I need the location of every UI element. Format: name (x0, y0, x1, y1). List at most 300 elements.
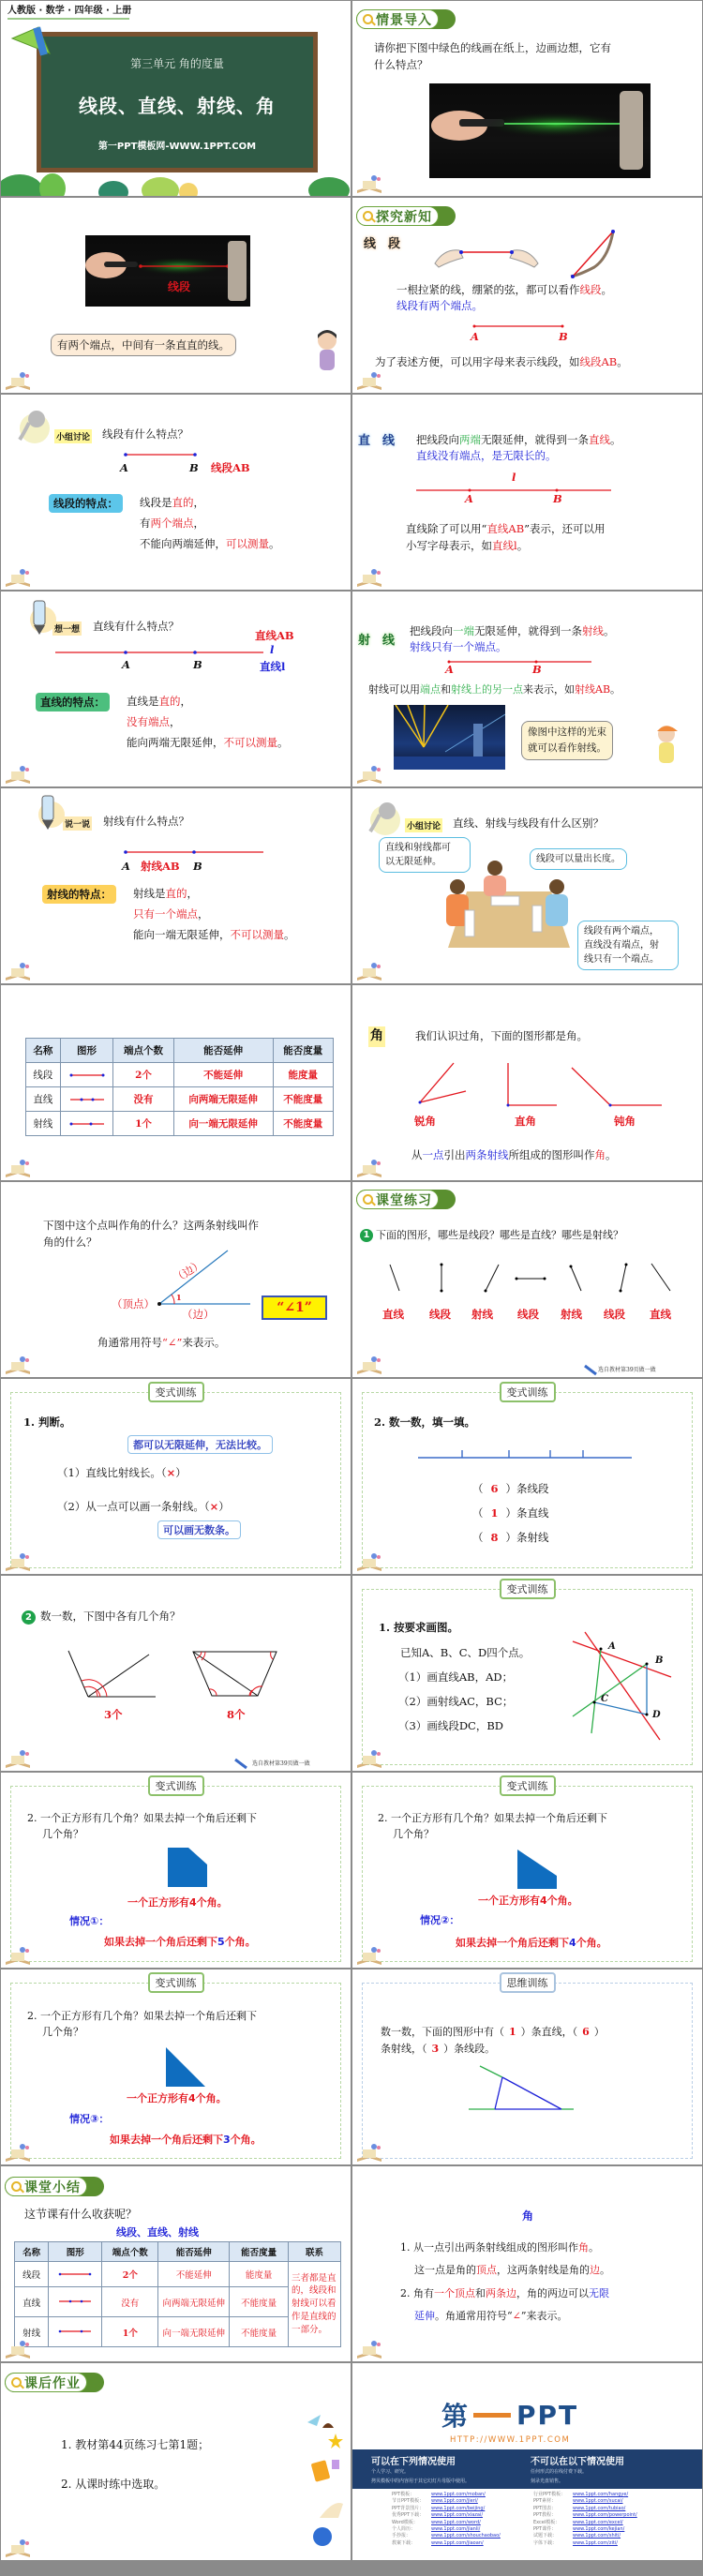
training-badge: 变式训练 (148, 1972, 204, 1993)
ray-shape-icon (60, 1112, 113, 1136)
header-name: 名称 (15, 2242, 49, 2262)
case-label: 情况①： (69, 1915, 110, 1927)
cannot-use-item: 任何形式的在线付费下载。 (531, 2469, 588, 2475)
laser-photo (85, 235, 250, 307)
header-measure: 能否度量 (230, 2242, 289, 2262)
book-decoration-icon (4, 2339, 32, 2359)
answer-4: 线段 (517, 1308, 539, 1321)
book-decoration-icon (355, 567, 383, 588)
section-tab: 课堂小结 (5, 2177, 104, 2196)
book-decoration-icon (355, 370, 383, 391)
slide-13-angle-parts[interactable] (1, 1182, 351, 1377)
point-a-label: A (120, 461, 128, 474)
cell-extend: 向一端无限延伸 (173, 1112, 273, 1136)
point-b-label: B (559, 330, 568, 343)
number-line-diagram (418, 1449, 634, 1460)
cell-name: 直线 (15, 2287, 49, 2317)
cannot-use-title: 不可以在以下情况使用 (531, 2457, 624, 2467)
header-measure: 能否度量 (273, 1039, 333, 1063)
training-badge: 变式训练 (148, 1382, 204, 1402)
question: 直线、射线与线段有什么区别？ (453, 816, 604, 830)
feature-1: 直线是直的， (127, 695, 191, 708)
book-decoration-icon (355, 2339, 383, 2359)
book-decoration-icon (4, 2538, 32, 2558)
cell-extend: 不能延伸 (173, 1063, 273, 1087)
right-angle-label: 直角 (515, 1115, 536, 1128)
cell-name: 直线 (26, 1087, 61, 1112)
cell-name: 线段 (15, 2262, 49, 2287)
slide-5-segment-features[interactable] (1, 395, 351, 590)
ray-heading: 射 线 (358, 634, 396, 648)
point-d-label: D (652, 1710, 661, 1720)
laser-photo (429, 83, 651, 178)
count-line-1: 数一数，下面的图形中有（ 1 ）条直线，（ 6 ） (381, 2026, 605, 2038)
link-row: PPT教程： www.1ppt.com/powerpoint/ (533, 2512, 637, 2519)
line-shape-icon (60, 1087, 113, 1112)
triangle-ruler-icon (10, 25, 52, 58)
summary-point-2: 2. 角有一个顶点和两条边，角的两边可以无限 (400, 2287, 609, 2299)
boy-avatar-icon (652, 723, 681, 764)
answer-6: 线段 (604, 1308, 625, 1321)
light-beams-photo (394, 705, 505, 770)
slide-25-homework[interactable] (1, 2363, 351, 2560)
obtuse-angle-label: 钝角 (614, 1115, 636, 1128)
angle-1-box: “∠1” (262, 1295, 327, 1320)
answer-row-rays: （ 8 ）条射线 (472, 1531, 549, 1544)
bubble-middle: 线段可以量出长度。 (530, 848, 627, 870)
book-decoration-icon (355, 1551, 383, 1572)
segment-photo-label: 线段 (168, 280, 191, 293)
header-shape: 图形 (49, 2242, 102, 2262)
slide-10-discussion[interactable] (352, 788, 702, 983)
cell-endpoints: 没有 (113, 1087, 173, 1112)
ray-text-1: 把线段向一端无限延伸，就得到一条射线。 (410, 624, 615, 637)
summary-point-1: 1. 从一点引出两条射线组成的图形叫作角。 (400, 2241, 599, 2254)
ray-ab-diagram (125, 850, 265, 856)
table-row (26, 1087, 334, 1112)
cell-endpoints: 1个 (113, 1112, 173, 1136)
magnifier-icon (363, 211, 373, 221)
table-caption: 线段、直线、射线 (116, 2226, 199, 2239)
logo-char: 第 (441, 2401, 469, 2432)
book-decoration-icon (4, 1355, 32, 1375)
slide-9-ray-features[interactable] (1, 788, 351, 983)
link-row: 个人简历： www.1ppt.com/jianli/ (392, 2526, 481, 2533)
line-text-2: 直线没有端点，是无限长的。 (416, 449, 557, 462)
header-extend: 能否延伸 (158, 2242, 230, 2262)
slide-8-ray[interactable] (352, 592, 702, 786)
link[interactable]: www.1ppt.com/kejian/ (573, 2526, 625, 2533)
bubble-left: 直线和射线都可 以无限延伸。 (379, 837, 471, 873)
students-table-illustration (439, 859, 579, 952)
case-label: 情况③： (69, 2113, 110, 2125)
acute-angle-label: 锐角 (414, 1115, 436, 1128)
points-construction-diagram (571, 1632, 674, 1745)
question-line-2: 几个角？ (42, 2026, 83, 2038)
slide-17-count-angles[interactable] (1, 1576, 351, 1771)
book-decoration-icon (4, 2142, 32, 2163)
line-text-4: 小写字母表示，如直线l。 (406, 539, 529, 552)
school-supplies-decoration-icon (306, 2405, 348, 2546)
answer-2: 线段 (429, 1308, 451, 1321)
link[interactable]: www.1ppt.com/jieri/ (431, 2498, 478, 2505)
point-b-label: B (655, 1655, 664, 1666)
slide-7-line-features[interactable] (1, 592, 351, 786)
header-name: 名称 (26, 1039, 61, 1063)
answer-row-lines: （ 1 ）条直线 (472, 1506, 549, 1520)
header-endpoints: 端点个数 (113, 1039, 173, 1063)
cell-endpoints: 2个 (113, 1063, 173, 1087)
cell-measure: 不能度量 (230, 2287, 289, 2317)
question-line-2: 几个角？ (42, 1828, 83, 1840)
table-row (15, 2262, 341, 2287)
table-row (26, 1063, 334, 1087)
section-tab: 课堂练习 (356, 1190, 456, 1209)
link-row: 试题下载： www.1ppt.com/shiti/ (533, 2533, 621, 2539)
question-line-1: 下图中这个点叫作角的什么？这两条射线叫作 (43, 1219, 259, 1232)
slide-11-comparison-table[interactable] (1, 985, 351, 1180)
slide-2-scenario[interactable] (352, 1, 702, 196)
hint-callout-2: 可以画无数条。 (157, 1520, 241, 1539)
feature-1: 线段是直的， (140, 496, 204, 509)
slide-19-square-case-1[interactable] (1, 1773, 351, 1968)
link-row: PPT图表： www.1ppt.com/tubiao/ (533, 2505, 626, 2511)
question-number-badge: 1 (360, 1229, 373, 1242)
link[interactable]: www.1ppt.com/powerpoint/ (573, 2512, 637, 2519)
link[interactable]: www.1ppt.com/excel/ (573, 2519, 623, 2525)
square-cut-diagonal-shape (517, 1850, 557, 1889)
square-cut-corner-shape (168, 1848, 207, 1887)
link-row: 教案下载： www.1ppt.com/jiaoan/ (392, 2539, 484, 2546)
cannot-use-item: 刻录光盘销售。 (531, 2479, 564, 2484)
angle-number: 1 (176, 1293, 182, 1302)
answer-right: 8个 (227, 1708, 246, 1721)
point-a-label: A (471, 330, 479, 343)
slide-16-count[interactable] (352, 1379, 702, 1574)
book-decoration-icon (4, 1748, 32, 1769)
cell-extend: 向两端无限延伸 (158, 2287, 230, 2317)
link[interactable]: www.1ppt.com/tubiao/ (573, 2505, 626, 2511)
slide-20-square-case-2[interactable] (352, 1773, 702, 1968)
link[interactable]: www.1ppt.com/sucai/ (573, 2498, 623, 2505)
mascot-icon (18, 406, 50, 443)
line-diagram (55, 650, 266, 657)
cell-endpoints: 1个 (102, 2317, 158, 2347)
lines-figure (469, 2065, 576, 2112)
point-b-label: B (193, 658, 202, 671)
chalkboard (37, 32, 318, 172)
usage-banner (352, 2449, 702, 2489)
slide-15-judge[interactable] (1, 1379, 351, 1574)
header-shape: 图形 (60, 1039, 113, 1063)
slide-26-1ppt-info[interactable] (352, 2363, 702, 2560)
summary-table (14, 2241, 341, 2347)
line-text-3: 直线除了可以用“直线AB”表示，还可以用 (406, 522, 606, 535)
feature-1: 射线是直的， (133, 887, 198, 900)
link[interactable]: www.1ppt.com/word/ (431, 2519, 481, 2525)
item-2: （2）从一点可以画一条射线。（×） (57, 1500, 230, 1513)
question: 下面的图形，哪些是线段？哪些是直线？哪些是射线？ (376, 1229, 623, 1241)
cell-measure: 能度量 (273, 1063, 333, 1087)
homework-item-1: 1. 教材第44页练习七第1题； (61, 2438, 210, 2451)
talk-tag: 说一说 (63, 816, 92, 831)
segment-line-1: 一根拉紧的线，绷紧的弦，都可以看作线段。 (396, 283, 612, 296)
link-row: PPT课件： www.1ppt.com/kejian/ (533, 2526, 625, 2533)
book-decoration-icon (4, 1158, 32, 1178)
section-tab: 探究新知 (356, 206, 456, 226)
point-b-label: B (553, 492, 562, 505)
section-tab: 情景导入 (356, 9, 456, 29)
slide-18-draw[interactable] (352, 1576, 702, 1771)
point-b-label: B (193, 860, 202, 873)
link[interactable]: www.1ppt.com/hangye/ (573, 2492, 629, 2497)
link-row: 行业PPT模板： www.1ppt.com/hangye/ (533, 2492, 629, 2497)
unit-label: 第三单元 角的度量 (130, 57, 224, 70)
question: 线段有什么特点？ (102, 427, 188, 441)
point-c-label: C (601, 1694, 608, 1704)
1ppt-logo (441, 2396, 578, 2434)
cell-measure: 不能度量 (273, 1087, 333, 1112)
link[interactable]: www.1ppt.com/shouchaobao/ (431, 2533, 501, 2539)
slide-1-title[interactable] (1, 1, 351, 196)
case-answer: 如果去掉一个角后还剩下5个角。 (104, 1936, 256, 1948)
angle-definition: 从一点引出两条射线所组成的图形叫作角。 (411, 1148, 617, 1161)
bow-illustration (566, 230, 622, 281)
cell-extend: 不能延伸 (158, 2262, 230, 2287)
header-relation: 联系 (289, 2242, 341, 2262)
case-answer: 如果去掉一个角后还剩下4个角。 (456, 1937, 607, 1949)
discussion-tag: 小组讨论 (405, 818, 442, 832)
answer-5: 射线 (561, 1308, 582, 1321)
line-l-label: l (512, 471, 516, 484)
speech-bubble: 像图中这样的光束 就可以看作射线。 (521, 721, 613, 760)
given-points: 已知A、B、C、D四个点。 (400, 1646, 531, 1659)
link-row: PPT素材： www.1ppt.com/sucai/ (533, 2498, 623, 2505)
book-decoration-icon (4, 1945, 32, 1966)
question-line-1: 请你把下图中绿色的线画在纸上，边画边想，它有 (374, 41, 611, 54)
logo-ppt: PPT (516, 2399, 579, 2431)
slide-22-thinking[interactable] (352, 1969, 702, 2164)
link-row: PPT背景图片： www.1ppt.com/beijing/ (392, 2505, 486, 2511)
book-decoration-icon (355, 764, 383, 785)
speech-bubble: 有两个端点，中间有一条直直的线。 (51, 334, 236, 356)
link-row: 字体下载： www.1ppt.com/ziti/ (533, 2539, 618, 2546)
three-rays-figure (67, 1649, 160, 1700)
book-decoration-icon (355, 173, 383, 194)
book-decoration-icon (4, 370, 32, 391)
segment-line-2: 线段有两个端点。 (396, 299, 483, 312)
book-decoration-icon (4, 567, 32, 588)
question-line-2: 什么特点？ (374, 58, 428, 71)
cell-measure: 不能度量 (230, 2317, 289, 2347)
question-line-2: 角的什么？ (43, 1236, 97, 1249)
angle-heading: 角 (368, 1026, 385, 1047)
book-decoration-icon (4, 1551, 32, 1572)
segment-shape-icon (49, 2262, 102, 2287)
site-label: 第一PPT模板网-WWW.1PPT.COM (97, 142, 257, 152)
series-underline (7, 18, 129, 20)
book-decoration-icon (355, 1355, 383, 1375)
question: 数一数，下图中各有几个角？ (40, 1610, 181, 1623)
line-heading: 直 线 (358, 434, 396, 448)
table-row (26, 1112, 334, 1136)
pen-icon (585, 1366, 596, 1375)
exercise-title: 2. 数一数，填一填。 (374, 1415, 476, 1429)
pencil-mascot-icon (35, 792, 63, 830)
boy-avatar-icon (313, 329, 341, 372)
pen-icon (235, 1760, 247, 1769)
slide-3-segment-photo[interactable] (1, 198, 351, 393)
segment-heading: 线 段 (364, 237, 401, 251)
link-row: Excel模板： www.1ppt.com/excel/ (533, 2519, 623, 2525)
case-answer: 如果去掉一个角后还剩下3个角。 (110, 2134, 262, 2146)
training-badge: 变式训练 (148, 1775, 204, 1796)
l-label: l (270, 643, 275, 656)
cell-extend: 向两端无限延伸 (173, 1087, 273, 1112)
feature-2: 没有端点， (127, 715, 181, 728)
link[interactable]: www.1ppt.com/jiaoan/ (431, 2539, 484, 2546)
link[interactable]: www.1ppt.com/jianli/ (431, 2526, 481, 2533)
upper-side-label: （边） (171, 1256, 205, 1286)
point-a-label: A (608, 1641, 616, 1652)
question-line-1: 2. 一个正方形有几个角？如果去掉一个角后还剩下 (27, 1812, 257, 1824)
can-use-item: 拷贝模板中的内容用于其它幻灯片母版中使用。 (371, 2479, 471, 2484)
line-ab-label: 直线AB (255, 629, 294, 642)
pencil-mascot-icon (26, 597, 54, 635)
item-1: （1）直线比射线长。（×） (57, 1466, 187, 1479)
can-use-item: 个人学习、研究。 (371, 2469, 410, 2475)
training-badge: 变式训练 (500, 1579, 556, 1599)
link-row: 手抄报： www.1ppt.com/shouchaobao/ (392, 2533, 501, 2539)
square-fact: 一个正方形有4个角。 (127, 1896, 228, 1909)
book-decoration-icon (355, 1945, 383, 1966)
slide-23-summary[interactable] (1, 2166, 351, 2361)
trapezoid-figure (192, 1651, 281, 1700)
link-row: Word模板： www.1ppt.com/word/ (392, 2519, 481, 2525)
step-1: （1）画直线AB，AD； (398, 1670, 514, 1684)
lesson-title: 线段、直线、射线、角 (79, 95, 276, 117)
slide-6-line[interactable] (352, 395, 702, 590)
link[interactable]: www.1ppt.com/beijing/ (431, 2505, 486, 2511)
summary-question: 这节课有什么收获呢？ (24, 2208, 138, 2221)
ray-ab-diagram (448, 660, 593, 666)
question-line-1: 2. 一个正方形有几个角？如果去掉一个角后还剩下 (27, 2010, 257, 2022)
angle-heading: 角 (522, 2209, 534, 2223)
point-a-label: A (445, 663, 454, 676)
exercise-title: 1. 判断。 (23, 1415, 71, 1429)
header-endpoints: 端点个数 (102, 2242, 158, 2262)
cell-measure: 能度量 (230, 2262, 289, 2287)
segment-shape-icon (60, 1063, 113, 1087)
ray-text-2: 射线只有一个端点。 (410, 640, 507, 653)
exercise-title: 1. 按要求画图。 (379, 1621, 459, 1634)
line-ab-diagram (416, 487, 613, 495)
link-row: PPT模板： www.1ppt.com/moban/ (392, 2492, 486, 2497)
book-decoration-icon (355, 1158, 383, 1178)
features-pill: 线段的特点： (49, 494, 123, 513)
square-fact: 一个正方形有4个角。 (127, 2092, 227, 2104)
magnifier-icon (363, 14, 373, 24)
link[interactable]: www.1ppt.com/shiti/ (573, 2533, 621, 2539)
think-tag: 想一想 (52, 622, 82, 636)
mascot-icon (368, 798, 400, 835)
book-decoration-icon (355, 961, 383, 981)
line-text-1: 把线段向两端无限延伸，就得到一条直线。 (416, 433, 621, 446)
cell-relation: 三者都是直的，线段和射线可以看作是直线的一部分。 (289, 2262, 341, 2347)
ray-ab-label: 射线AB (141, 860, 180, 873)
point-a-label: A (122, 658, 130, 671)
links-left (392, 2492, 501, 2547)
features-pill: 直线的特点： (36, 693, 110, 711)
line-shape-icon (49, 2287, 102, 2317)
link[interactable]: www.1ppt.com/xiazai/ (431, 2512, 484, 2519)
table-header-row (15, 2242, 341, 2262)
question: 射线有什么特点？ (103, 815, 189, 828)
summary-point-1b: 这一点是角的顶点，这两条射线是角的边。 (414, 2264, 610, 2276)
link-row: 节日PPT模板： www.1ppt.com/jieri/ (392, 2498, 478, 2505)
slide-12-angle[interactable] (352, 985, 702, 1180)
point-a-label: A (465, 492, 473, 505)
segment-line-3: 为了表述方便，可以用字母来表示线段，如线段AB。 (375, 355, 628, 368)
book-decoration-icon (4, 961, 32, 981)
angle-intro: 我们认识过角，下面的图形都是角。 (415, 1029, 588, 1042)
angle-symbol-note: 角通常用符号“∠”来表示。 (97, 1336, 226, 1349)
link-row: 优秀PPT下载： www.1ppt.com/xiazai/ (392, 2512, 484, 2519)
homework-item-2: 2. 从课时练中选取。 (61, 2478, 166, 2491)
comparison-table (25, 1038, 334, 1136)
book-decoration-icon (355, 1748, 383, 1769)
feature-3: 能向一端无限延伸，不可以测量。 (133, 928, 295, 941)
count-line-2: 条射线，（ 3 ）条线段。 (381, 2043, 496, 2055)
slide-14-practice[interactable] (352, 1182, 702, 1377)
slide-21-square-case-3[interactable] (1, 1969, 351, 2164)
triangle-half-square-shape (166, 2047, 205, 2087)
discussion-tag: 小组讨论 (54, 429, 92, 443)
magnifier-icon (363, 1194, 373, 1205)
cell-measure: 不能度量 (273, 1112, 333, 1136)
section-tab: 课后作业 (5, 2373, 104, 2392)
cell-name: 射线 (26, 1112, 61, 1136)
features-pill: 射线的特点： (42, 885, 116, 904)
cell-name: 线段 (26, 1063, 61, 1087)
hint-callout-1: 都可以无限延伸，无法比较。 (127, 1435, 273, 1454)
answer-3: 射线 (471, 1308, 493, 1321)
training-badge: 变式训练 (500, 1382, 556, 1402)
point-b-label: B (189, 461, 199, 474)
slide-4-segment[interactable] (352, 198, 702, 393)
ray-text-3: 射线可以用端点和射线上的另一点来表示，如射线AB。 (368, 683, 621, 696)
ray-shape-icon (49, 2317, 102, 2347)
feature-3: 能向两端无限延伸，不可以测量。 (127, 736, 289, 749)
source-note: 选自教材第39页做一做 (598, 1367, 656, 1373)
answer-7: 直线 (650, 1308, 671, 1321)
question-line-1: 2. 一个正方形有几个角？如果去掉一个角后还剩下 (378, 1812, 607, 1824)
step-2: （2）画射线AC，BC； (398, 1695, 514, 1708)
answer-row-segments: （ 6 ）条线段 (472, 1482, 549, 1495)
hands-string-illustration (435, 239, 538, 267)
question-line-2: 几个角？ (393, 1828, 434, 1840)
1ppt-url[interactable]: HTTP://WWW.1PPT.COM (450, 2435, 571, 2445)
angle-figures (416, 1063, 669, 1110)
logo-dash (473, 2413, 511, 2418)
feature-3: 不能向两端延伸，可以测量。 (140, 537, 280, 550)
segment-ab-label: 线段AB (211, 461, 250, 474)
magnifier-icon (11, 2377, 22, 2388)
cell-extend: 向一端无限延伸 (158, 2317, 230, 2347)
link[interactable]: www.1ppt.com/moban/ (431, 2492, 486, 2497)
slide-24-angle-summary[interactable] (352, 2166, 702, 2361)
link[interactable]: www.1ppt.com/ziti/ (573, 2539, 618, 2546)
